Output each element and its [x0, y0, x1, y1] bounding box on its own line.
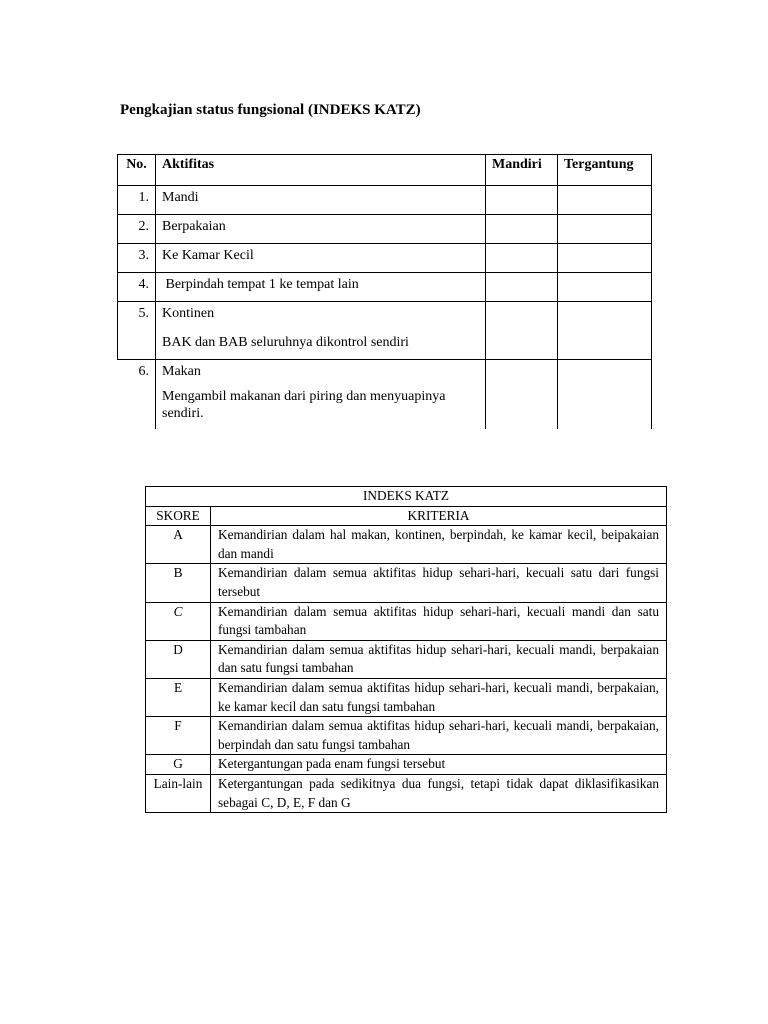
independent-cell[interactable]: [486, 273, 558, 302]
score-cell: A: [146, 526, 211, 564]
katz-caption-row: [146, 487, 667, 507]
score-cell: C: [146, 602, 211, 640]
criteria-cell: Kemandirian dalam semua aktifitas hidup sehari-hari, kecuali mandi, berpakaian, berpindah dan satu fungsi tambahan: [211, 717, 667, 755]
table-row: [146, 774, 667, 812]
table-row: [146, 640, 667, 678]
katz-caption: INDEKS KATZ: [146, 487, 667, 507]
table-row: [118, 186, 652, 215]
activity-table: [117, 154, 652, 429]
row-number: 5.: [118, 302, 156, 360]
activity-name: Makan: [162, 364, 201, 379]
table-row: [146, 602, 667, 640]
criteria-cell: Ketergantungan pada enam fungsi tersebut: [211, 755, 667, 775]
header-activity: Aktifitas: [156, 155, 486, 186]
header-criteria: KRITERIA: [211, 506, 667, 526]
score-cell: Lain-lain: [146, 774, 211, 812]
criteria-cell: Kemandirian dalam semua aktifitas hidup sehari-hari, kecuali satu dari fungsi tersebut: [211, 564, 667, 602]
criteria-cell: Kemandirian dalam semua aktifitas hidup sehari-hari, kecuali mandi dan satu fungsi tambahan: [211, 602, 667, 640]
table-row: [118, 360, 652, 430]
katz-index-table: [145, 486, 667, 813]
table-row: [118, 215, 652, 244]
dependent-cell[interactable]: [558, 186, 652, 215]
table-row: [118, 302, 652, 360]
score-cell: F: [146, 717, 211, 755]
dependent-cell[interactable]: [558, 215, 652, 244]
page-title: Pengkajian status fungsional (INDEKS KATZ): [120, 102, 421, 118]
table-row: [146, 564, 667, 602]
header-independent: Mandiri: [486, 155, 558, 186]
criteria-cell: Kemandirian dalam semua aktifitas hidup sehari-hari, kecuali mandi, berpakaian, ke kamar kecil dan satu fungsi tambahan: [211, 678, 667, 716]
row-number: 6.: [118, 360, 156, 430]
activity-name: Berpakaian: [156, 215, 486, 244]
activity-detail: BAK dan BAB seluruhnya dikontrol sendiri: [162, 335, 409, 350]
score-cell: G: [146, 755, 211, 775]
dependent-cell[interactable]: [558, 273, 652, 302]
activity-cell: [156, 360, 486, 430]
criteria-cell: Ketergantungan pada sedikitnya dua fungsi, tetapi tidak dapat diklasifikasikan sebagai C, D, E, F dan G: [211, 774, 667, 812]
independent-cell[interactable]: [486, 186, 558, 215]
score-cell: B: [146, 564, 211, 602]
header-dependent: Tergantung: [558, 155, 652, 186]
row-number: 2.: [118, 215, 156, 244]
table-row: [146, 678, 667, 716]
independent-cell[interactable]: [486, 360, 558, 430]
dependent-cell[interactable]: [558, 360, 652, 430]
katz-header-row: [146, 506, 667, 526]
activity-name: Berpindah tempat 1 ke tempat lain: [156, 273, 486, 302]
score-cell: D: [146, 640, 211, 678]
dependent-cell[interactable]: [558, 302, 652, 360]
header-score: SKORE: [146, 506, 211, 526]
score-cell: E: [146, 678, 211, 716]
activity-name: Ke Kamar Kecil: [156, 244, 486, 273]
header-no: No.: [118, 155, 156, 186]
activity-table-header-row: [118, 155, 652, 186]
criteria-cell: Kemandirian dalam semua aktifitas hidup sehari-hari, kecuali mandi, berpakaian dan satu fungsi tambahan: [211, 640, 667, 678]
table-row: [118, 273, 652, 302]
criteria-cell: Kemandirian dalam hal makan, kontinen, berpindah, ke kamar kecil, beipakaian dan mandi: [211, 526, 667, 564]
row-number: 1.: [118, 186, 156, 215]
independent-cell[interactable]: [486, 302, 558, 360]
activity-detail: Mengambil makanan dari piring dan menyuapinya sendiri.: [162, 389, 446, 421]
table-row: [146, 755, 667, 775]
dependent-cell[interactable]: [558, 244, 652, 273]
independent-cell[interactable]: [486, 215, 558, 244]
table-row: [118, 244, 652, 273]
row-number: 3.: [118, 244, 156, 273]
activity-name: Kontinen: [162, 306, 215, 321]
row-number: 4.: [118, 273, 156, 302]
table-row: [146, 717, 667, 755]
independent-cell[interactable]: [486, 244, 558, 273]
activity-name: Mandi: [156, 186, 486, 215]
activity-cell: [156, 302, 486, 360]
table-row: [146, 526, 667, 564]
